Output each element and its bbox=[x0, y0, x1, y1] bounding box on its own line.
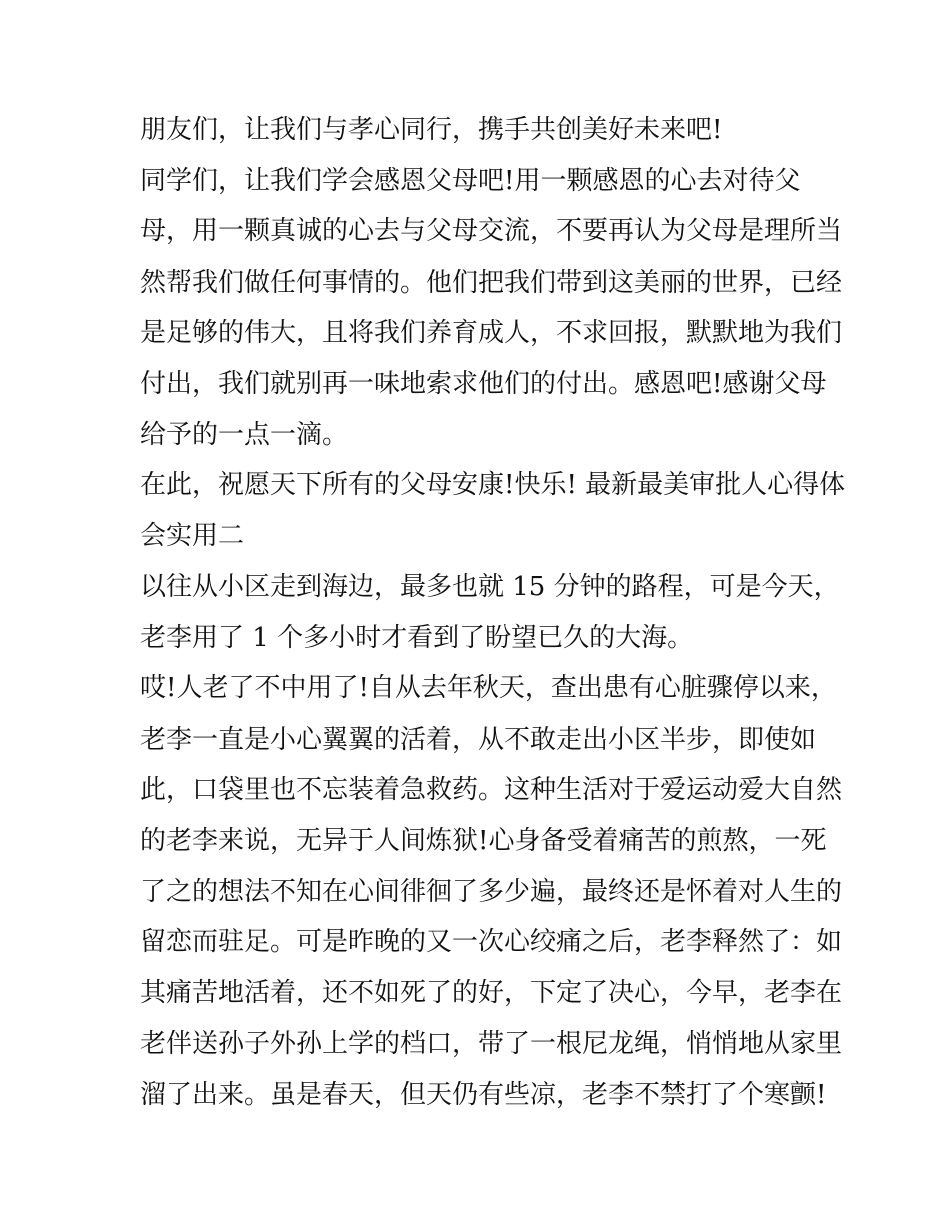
text-line: 老李一直是小心翼翼的活着，从不敢走出小区半步，即使如 bbox=[140, 725, 817, 755]
text-line: 留恋而驻足。可是昨晚的又一次心绞痛之后，老李释然了：如 bbox=[140, 927, 843, 957]
text-line: 哎!人老了不中用了!自从去年秋天，查出患有心脏骤停以来， bbox=[140, 673, 837, 703]
text-line: 在此，祝愿天下所有的父母安康!快乐! 最新最美审批人心得体 bbox=[140, 470, 846, 500]
text-line: 然帮我们做任何事情的。他们把我们带到这美丽的世界，已经 bbox=[140, 268, 843, 298]
text-line: 老李用了 1 个多小时才看到了盼望已久的大海。 bbox=[140, 623, 694, 653]
text-line: 朋友们，让我们与孝心同行，携手共创美好未来吧! bbox=[140, 115, 723, 145]
text-line: 给予的一点一滴。 bbox=[140, 420, 349, 450]
text-line: 是足够的伟大，且将我们养育成人，不求回报，默默地为我们 bbox=[140, 318, 843, 348]
text-line: 此，口袋里也不忘装着急救药。这种生活对于爱运动爱大自然 bbox=[140, 775, 843, 805]
text-line: 同学们，让我们学会感恩父母吧!用一颗感恩的心去对待父 bbox=[140, 166, 801, 196]
text-line: 了之的想法不知在心间徘徊了多少遍，最终还是怀着对人生的 bbox=[140, 877, 843, 907]
text-line: 溜了出来。虽是春天，但天仍有些凉，老李不禁打了个寒颤! bbox=[140, 1080, 827, 1110]
text-line: 会实用二 bbox=[140, 521, 245, 551]
text-line: 付出，我们就别再一味地索求他们的付出。感恩吧!感谢父母 bbox=[140, 369, 827, 399]
text-line: 母，用一颗真诚的心去与父母交流，不要再认为父母是理所当 bbox=[140, 216, 843, 246]
text-line: 其痛苦地活着，还不如死了的好，下定了决心，今早，老李在 bbox=[140, 978, 843, 1008]
text-line: 以往从小区走到海边，最多也就 15 分钟的路程，可是今天， bbox=[140, 572, 840, 602]
text-line: 的老李来说，无异于人间炼狱!心身备受着痛苦的煎熬，一死 bbox=[140, 826, 827, 856]
text-line: 老伴送孙子外孙上学的档口，带了一根尼龙绳，悄悄地从家里 bbox=[140, 1029, 843, 1059]
